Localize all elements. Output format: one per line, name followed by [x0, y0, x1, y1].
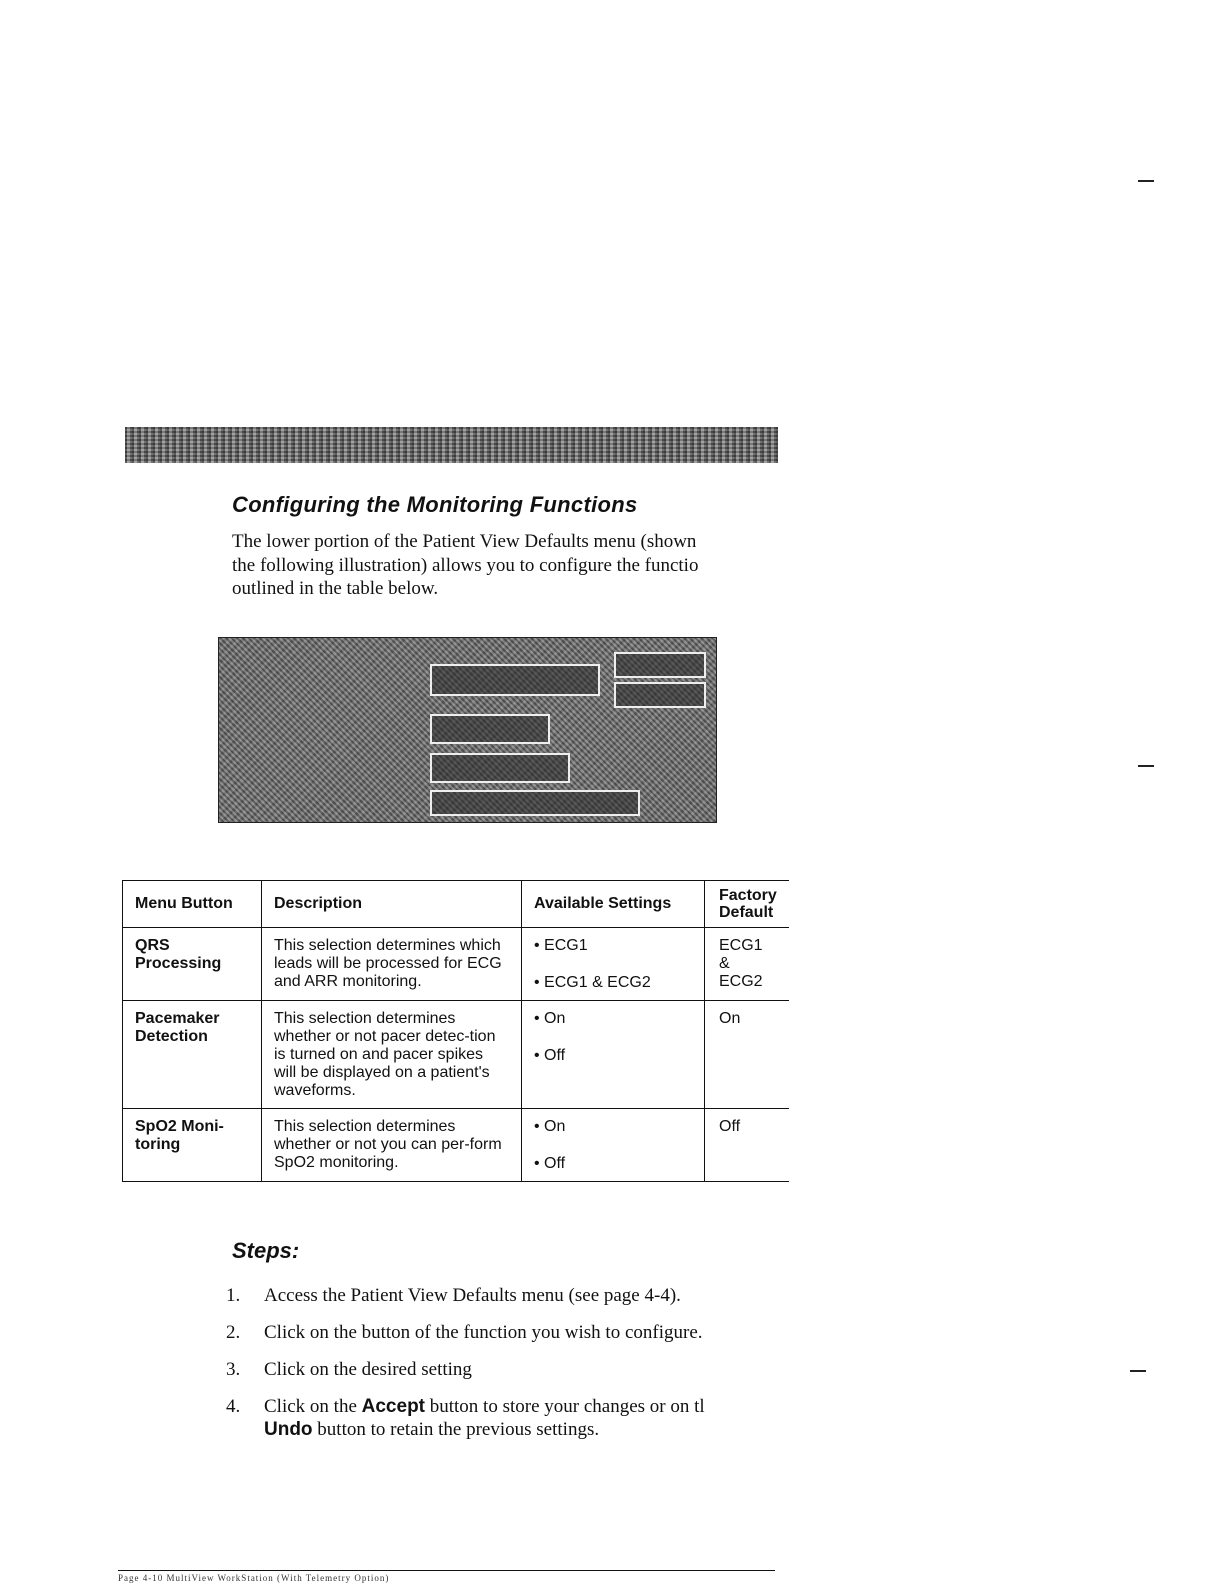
undo-button-label: Undo: [264, 1419, 313, 1440]
illustration-button: [614, 682, 706, 708]
intro-line: the following illustration) allows you to configure the functio: [232, 554, 699, 576]
section-banner: [125, 427, 778, 463]
cell-default: ECG1 & ECG2: [705, 928, 789, 1001]
settings-table: [122, 880, 789, 1182]
accept-button-label: Accept: [361, 1396, 425, 1417]
step-text-post: button to retain the previous settings.: [312, 1419, 600, 1440]
cell-description: This selection determines which leads will be processed for ECG and ARR monitoring.: [262, 928, 522, 1001]
setting-option: • ECG1 & ECG2: [534, 974, 651, 991]
margin-mark: [1138, 180, 1154, 182]
menu-illustration: [218, 637, 717, 823]
step-item: [226, 1321, 778, 1344]
setting-option: • On: [534, 1118, 566, 1135]
intro-line: The lower portion of the Patient View Defaults menu (shown: [232, 531, 697, 552]
cell-menu-button: SpO2 Moni-toring: [123, 1109, 262, 1182]
cell-settings: [522, 1001, 705, 1109]
illustration-button: [614, 652, 706, 678]
steps-title: Steps:: [232, 1238, 300, 1263]
cell-settings: [522, 1109, 705, 1182]
illustration-button: [430, 790, 640, 816]
margin-mark: [1130, 1370, 1146, 1372]
cell-description: This selection determines whether or not pacer detec-tion is turned on and pacer spikes will be displayed on a patient's waveforms.: [262, 1001, 522, 1109]
step-item: [226, 1358, 778, 1381]
footer-text: Page 4-10 MultiView WorkStation (With Telemetry Option): [118, 1573, 390, 1583]
cell-menu-button: Pacemaker Detection: [123, 1001, 262, 1109]
illustration-button: [430, 714, 550, 744]
step-number: 1.: [226, 1285, 241, 1306]
step-number: 3.: [226, 1359, 241, 1380]
table-header-row: [123, 881, 789, 928]
step-text: Click on the desired setting: [264, 1359, 472, 1380]
illustration-button: [430, 664, 600, 696]
header-description: Description: [262, 881, 522, 928]
table-row: [123, 928, 789, 1001]
step-number: 4.: [226, 1396, 241, 1417]
step-text: Access the Patient View Defaults menu (see page 4-4).: [264, 1285, 681, 1306]
step-text: Click on the button of the function you wish to configure.: [264, 1322, 703, 1343]
step-item: [226, 1284, 778, 1307]
cell-menu-button: QRS Processing: [123, 928, 262, 1001]
cell-settings: [522, 928, 705, 1001]
table-row: [123, 1109, 789, 1182]
setting-option: • ECG1: [534, 937, 588, 954]
header-available-settings: Available Settings: [522, 881, 705, 928]
section-title: Configuring the Monitoring Functions: [232, 492, 638, 517]
setting-option: • Off: [534, 1155, 566, 1172]
header-factory-default: Factory Default: [705, 881, 789, 928]
step-item: [226, 1395, 778, 1441]
header-menu-button: Menu Button: [123, 881, 262, 928]
table-row: [123, 1001, 789, 1109]
footer-rule: [118, 1570, 775, 1571]
illustration-button: [430, 753, 570, 783]
step-text-pre: Click on the: [264, 1396, 362, 1417]
intro-line: outlined in the table below.: [232, 578, 439, 599]
step-text-mid: button to store your changes or on tl: [425, 1396, 705, 1417]
setting-option: • On: [534, 1010, 566, 1027]
intro-paragraph: [232, 530, 778, 601]
cell-default: Off: [705, 1109, 789, 1182]
margin-mark: [1138, 765, 1154, 767]
cell-default: On: [705, 1001, 789, 1109]
setting-option: • Off: [534, 1047, 566, 1064]
steps-list: [226, 1284, 778, 1455]
step-number: 2.: [226, 1322, 241, 1343]
cell-description: This selection determines whether or not you can per-form SpO2 monitoring.: [262, 1109, 522, 1182]
